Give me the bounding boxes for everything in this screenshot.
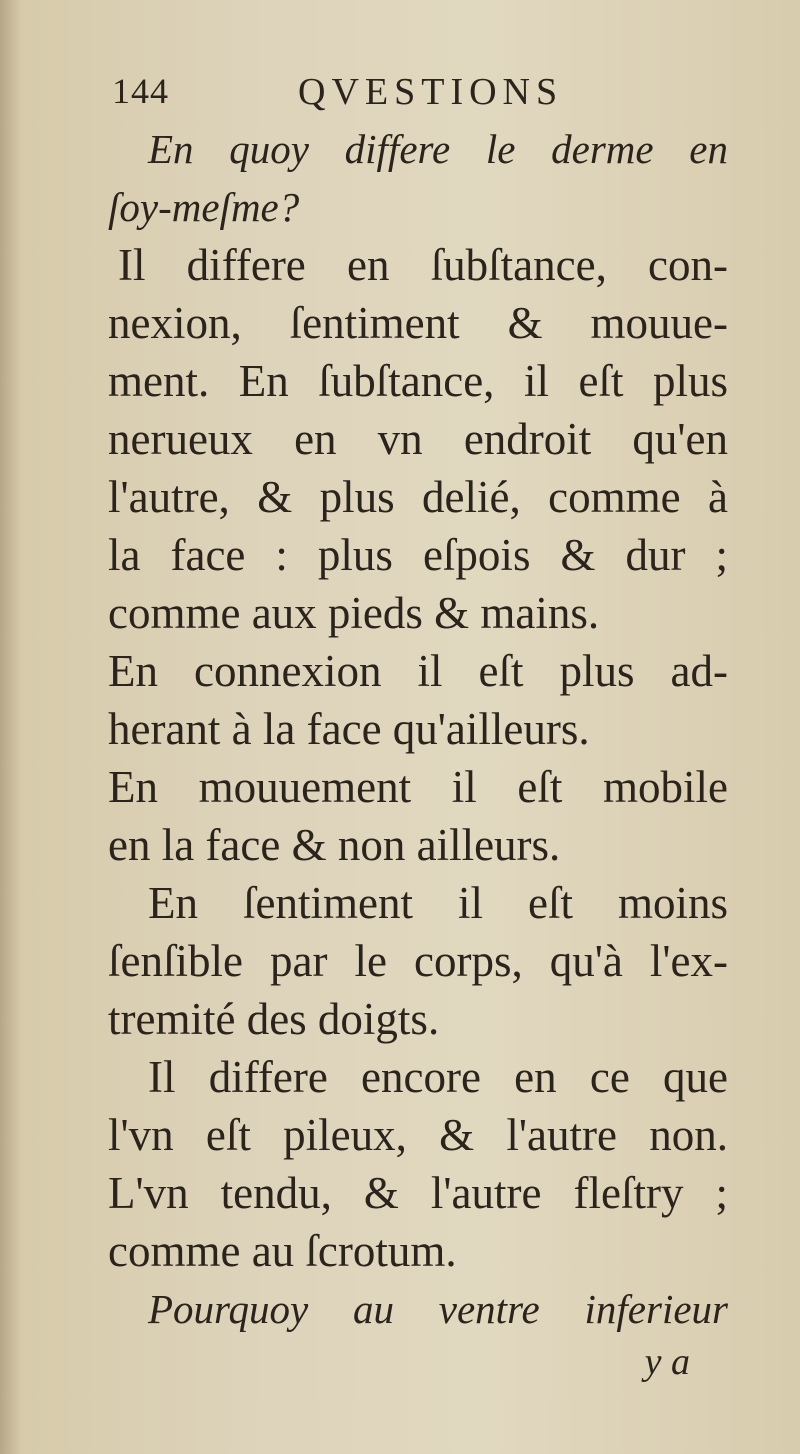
text-line: Il differe encore en ce que	[148, 1052, 728, 1102]
text-line: L'vn tendu, & l'autre fleſtry ;	[108, 1168, 728, 1218]
text-line: ment. En ſubſtance, il eſt plus	[108, 356, 728, 406]
text-line: En mouuement il eſt mobile	[108, 762, 728, 812]
text-line: comme aux pieds & mains.	[108, 588, 600, 638]
body-text	[108, 120, 728, 1338]
text-line: en la face & non ailleurs.	[108, 820, 561, 870]
text-line: l'autre, & plus delié, comme à	[108, 472, 728, 522]
text-line: Il differe en ſubſtance, con-	[118, 240, 728, 290]
page-header	[112, 70, 712, 120]
question-line: ſoy-meſme?	[108, 184, 300, 230]
text-line: herant à la face qu'ailleurs.	[108, 704, 590, 754]
page-number: 144	[112, 71, 169, 111]
text-line: nexion, ſentiment & mouue-	[108, 298, 728, 348]
text-line: tremité des doigts.	[108, 994, 440, 1044]
text-line: nerueux en vn endroit qu'en	[108, 414, 728, 464]
text-line: l'vn eſt pileux, & l'autre non.	[108, 1110, 728, 1160]
running-head: QVESTIONS	[298, 71, 564, 113]
text-line: la face : plus eſpois & dur ;	[108, 530, 728, 580]
text-line: En connexion il eſt plus ad-	[108, 646, 728, 696]
catchword: y a	[644, 1341, 690, 1383]
text-line: ſenſible par le corps, qu'à l'ex-	[108, 936, 728, 986]
question-line: En quoy differe le derme en	[148, 126, 728, 172]
text-line: En ſentiment il eſt moins	[148, 878, 728, 928]
text-line: comme au ſcrotum.	[108, 1226, 457, 1276]
question-line: Pourquoy au ventre inferieur	[148, 1286, 728, 1332]
